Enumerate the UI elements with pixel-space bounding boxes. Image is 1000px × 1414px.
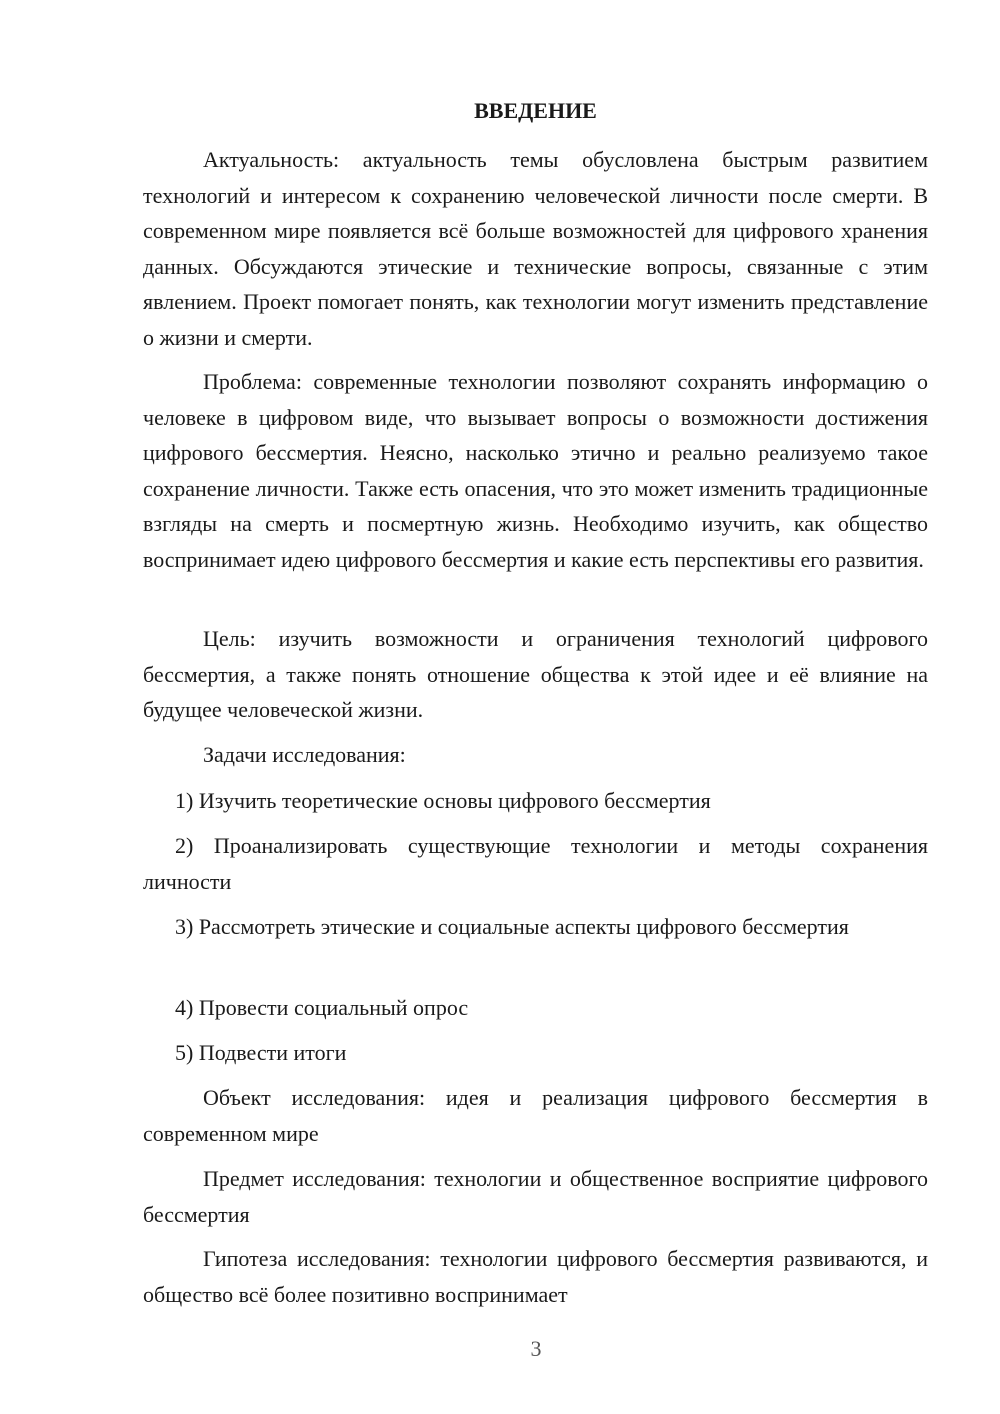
page-number: 3	[530, 1336, 542, 1361]
task-item-3: 3) Рассмотреть этические и социальные аспекты цифрового бессмертия	[175, 914, 849, 939]
task-item-4: 4) Провести социальный опрос	[175, 995, 469, 1020]
paragraph-goal: Цель: изучить возможности и ограничения технологий цифрового бессмертия, а также понять отношение общества к этой идее и её влияние на будущее человеческой жизни.	[143, 626, 928, 722]
tasks-heading: Задачи исследования:	[203, 742, 406, 767]
task-item-1: 1) Изучить теоретические основы цифрового бессмертия	[175, 788, 711, 813]
page-title: ВВЕДЕНИЕ	[474, 98, 597, 123]
task-item-5: 5) Подвести итоги	[175, 1040, 347, 1065]
task-item-2: 2) Проанализировать существующие технологии и методы сохранения личности	[143, 833, 928, 894]
paragraph-object: Объект исследования: идея и реализация цифрового бессмертия в современном мире	[143, 1085, 928, 1146]
paragraph-hypothesis: Гипотеза исследования: технологии цифрового бессмертия развиваются, и общество всё более позитивно воспринимает	[143, 1246, 928, 1307]
paragraph-subject: Предмет исследования: технологии и общественное восприятие цифрового бессмертия	[143, 1166, 928, 1227]
paragraph-relevance: Актуальность: актуальность темы обусловлена быстрым развитием технологий и интересом к сохранению человеческой личности после смерти. В современном мире появляется всё больше возможностей для цифрового хранения данных. Обсуждаются этические и технические вопросы, связанные с этим явлением. Проект помогает понять, как технологии могут изменить представление о жизни и смерти.	[143, 147, 928, 350]
paragraph-problem: Проблема: современные технологии позволяют сохранять информацию о человеке в цифровом виде, что вызывает вопросы о возможности достижения цифрового бессмертия. Неясно, насколько этично и реально реализуемо такое сохранение личности. Также есть опасения, что это может изменить традиционные взгляды на смерть и посмертную жизнь. Необходимо изучить, как общество воспринимает идею цифрового бессмертия и какие есть перспективы его развития.	[143, 369, 928, 572]
